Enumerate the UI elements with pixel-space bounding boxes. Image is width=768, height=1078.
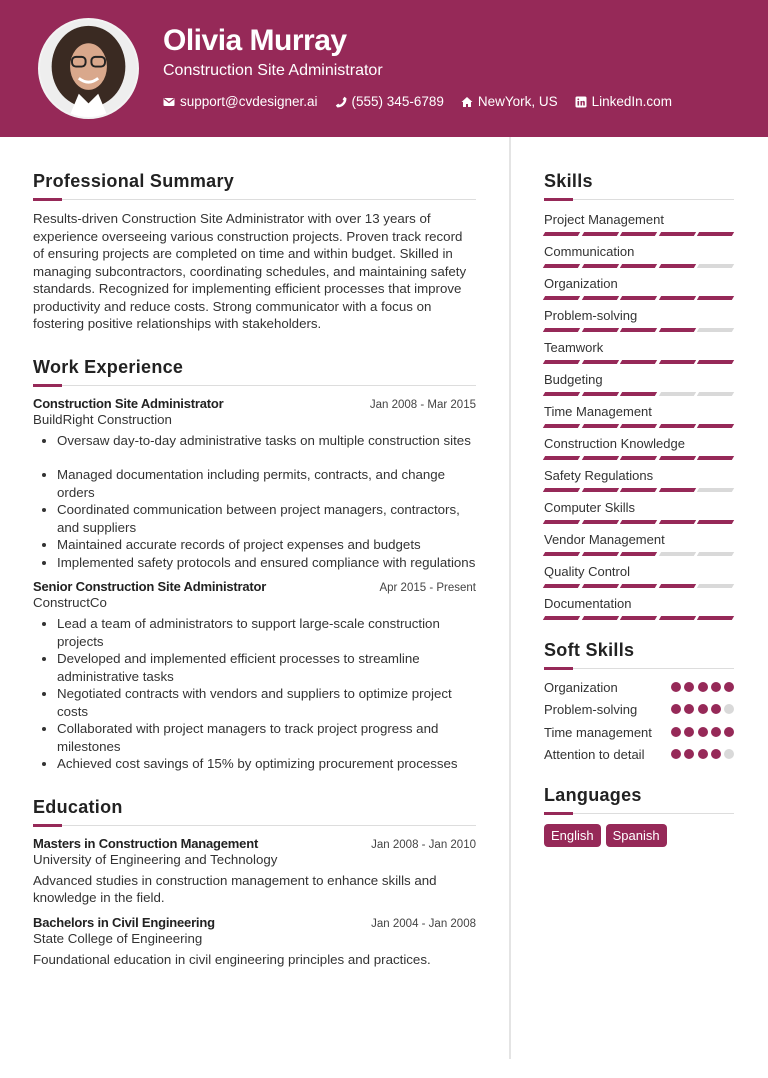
job-company: ConstructCo <box>33 595 107 610</box>
contact-phone[interactable] <box>335 94 444 109</box>
section-heading: Education <box>33 796 123 817</box>
avatar-icon <box>40 20 137 117</box>
section-divider <box>544 812 734 815</box>
skill-segment-filled <box>620 616 657 620</box>
skill-segment-filled <box>543 232 580 236</box>
section-divider <box>544 667 734 670</box>
skill-level-bar <box>544 584 734 588</box>
skill-segment-filled <box>658 360 695 364</box>
section-heading: Soft Skills <box>544 640 635 660</box>
soft-skill-rating <box>668 682 734 692</box>
soft-skill-label: Problem-solving <box>544 702 638 718</box>
skill-segment-empty <box>697 584 734 588</box>
job-bullet: • Managed documentation including permits, contracts, and change orders <box>57 466 476 501</box>
skill-segment-filled <box>697 616 734 620</box>
skill-segment-filled <box>581 552 618 556</box>
rating-dot-filled-icon <box>684 749 694 759</box>
language-tag: Spanish <box>606 824 667 847</box>
skill-level-bar <box>544 232 734 236</box>
skill-segment-filled <box>658 296 695 300</box>
skill-item <box>544 274 734 300</box>
section-heading: Professional Summary <box>33 171 235 191</box>
rating-dot-filled-icon <box>698 727 708 737</box>
skill-label: Construction Knowledge <box>544 436 685 451</box>
skill-segment-filled <box>697 456 734 460</box>
skill-segment-filled <box>658 520 695 524</box>
skill-label: Vendor Management <box>544 532 665 547</box>
education-description: Advanced studies in construction management to enhance skills and knowledge in the field. <box>33 872 437 905</box>
skill-level-bar <box>544 296 734 300</box>
job-dates: Apr 2015 - Present <box>379 582 476 594</box>
skill-label: Quality Control <box>544 564 630 579</box>
skill-segment-filled <box>581 424 618 428</box>
rating-dot-filled-icon <box>684 704 694 714</box>
soft-skill-item <box>544 679 734 696</box>
skill-segment-filled <box>620 392 657 396</box>
skill-segment-filled <box>658 456 695 460</box>
skill-label: Problem-solving <box>544 308 638 323</box>
skill-segment-filled <box>543 616 580 620</box>
skill-segment-filled <box>543 296 580 300</box>
profile-photo <box>38 18 139 119</box>
skill-label: Teamwork <box>544 340 604 355</box>
skill-item <box>544 466 734 492</box>
contact-location <box>461 94 558 109</box>
skill-item <box>544 562 734 588</box>
job-bullet: • Collaborated with project managers to track project progress and milestones <box>57 720 476 755</box>
rating-dot-filled-icon <box>711 704 721 714</box>
section-heading: Skills <box>544 171 593 191</box>
resume-header <box>0 0 768 137</box>
rating-dot-filled-icon <box>724 682 734 692</box>
skill-segment-filled <box>581 456 618 460</box>
skill-segment-filled <box>658 328 695 332</box>
skill-segment-filled <box>620 328 657 332</box>
skill-item <box>544 530 734 556</box>
job-bullet: • Implemented safety protocols and ensured compliance with regulations <box>57 554 476 572</box>
skill-segment-filled <box>697 232 734 236</box>
education-entry <box>33 836 476 907</box>
soft-skill-label: Organization <box>544 680 618 695</box>
job-entry <box>33 396 476 572</box>
contact-email[interactable] <box>163 94 318 109</box>
skill-segment-filled <box>697 360 734 364</box>
summary-text: Results-driven Construction Site Administrator with over 13 years of experience overseeing various construction projects. Proven track record of ensuring projects are completed on time and within budget. Skilled in managing subcontractors, coordinating schedules, and maintaining safety standards. Recognized for implementing efficient processes that improve productivity and reduce costs. Strong communicator with a focus on fostering positive relationships with stakeholders. <box>33 211 467 331</box>
section-experience <box>33 357 476 773</box>
skill-item <box>544 210 734 236</box>
rating-dot-filled-icon <box>711 682 721 692</box>
skills-list <box>544 210 734 620</box>
skill-segment-filled <box>581 360 618 364</box>
job-bullet: • Negotiated contracts with vendors and suppliers to optimize project costs <box>57 685 476 720</box>
candidate-title: Construction Site Administrator <box>163 62 383 79</box>
skill-item <box>544 498 734 524</box>
skill-item <box>544 370 734 396</box>
envelope-icon <box>163 96 175 108</box>
skill-segment-filled <box>620 456 657 460</box>
skill-segment-empty <box>697 552 734 556</box>
section-soft-skills <box>544 640 734 763</box>
soft-skill-item <box>544 724 734 741</box>
skill-segment-filled <box>620 360 657 364</box>
skill-label: Computer Skills <box>544 500 636 515</box>
job-bullet: • Developed and implemented efficient processes to streamline administrative tasks <box>57 650 476 685</box>
skill-segment-filled <box>581 392 618 396</box>
degree-title: Masters in Construction Management <box>33 835 259 851</box>
rating-dot-filled-icon <box>671 704 681 714</box>
rating-dot-filled-icon <box>671 727 681 737</box>
section-divider <box>33 824 476 827</box>
job-bullet: • Maintained accurate records of project expenses and budgets <box>57 536 476 554</box>
contact-phone-text: (555) 345-6789 <box>351 94 444 109</box>
education-dates: Jan 2008 - Jan 2010 <box>371 838 476 851</box>
job-company: BuildRight Construction <box>33 411 172 427</box>
skill-segment-filled <box>543 552 580 556</box>
skill-segment-filled <box>658 488 695 492</box>
section-divider <box>33 198 476 201</box>
skill-level-bar <box>544 424 734 428</box>
skill-level-bar <box>544 360 734 364</box>
job-title: Senior Construction Site Administrator <box>33 579 267 594</box>
skill-level-bar <box>544 488 734 492</box>
skill-segment-filled <box>543 520 580 524</box>
skill-segment-filled <box>697 296 734 300</box>
rating-dot-filled-icon <box>671 749 681 759</box>
skill-segment-empty <box>697 264 734 268</box>
skill-segment-filled <box>581 584 618 588</box>
linkedin-icon <box>575 96 587 108</box>
candidate-name: Olivia Murray <box>163 24 347 57</box>
soft-skill-item <box>544 701 734 718</box>
skill-label: Project Management <box>544 212 664 227</box>
job-bullet: • Lead a team of administrators to support large-scale construction projects <box>57 615 476 650</box>
job-bullet: • Oversaw day-to-day administrative tasks on multiple construction sites <box>57 432 476 450</box>
education-entry <box>33 915 476 969</box>
rating-dot-empty-icon <box>724 704 734 714</box>
skill-level-bar <box>544 456 734 460</box>
rating-dot-filled-icon <box>698 682 708 692</box>
rating-dot-filled-icon <box>684 727 694 737</box>
skill-level-bar <box>544 616 734 620</box>
skill-segment-filled <box>620 232 657 236</box>
skill-item <box>544 594 734 620</box>
degree-title: Bachelors in Civil Engineering <box>33 914 215 930</box>
skill-segment-empty <box>697 392 734 396</box>
soft-skill-rating <box>668 727 734 737</box>
skill-label: Organization <box>544 276 618 291</box>
skill-segment-filled <box>581 264 618 268</box>
skill-item <box>544 402 734 428</box>
job-bullets <box>33 615 476 773</box>
contact-list <box>163 94 689 109</box>
skill-segment-filled <box>658 584 695 588</box>
skill-segment-filled <box>620 424 657 428</box>
education-description: Foundational education in civil engineering principles and practices. <box>33 951 431 967</box>
skill-segment-filled <box>581 488 618 492</box>
skill-segment-filled <box>543 328 580 332</box>
skill-segment-filled <box>697 424 734 428</box>
job-bullets <box>33 432 476 572</box>
job-bullet: • Coordinated communication between project managers, contractors, and suppliers <box>57 501 476 536</box>
skill-level-bar <box>544 264 734 268</box>
contact-linkedin[interactable] <box>575 94 672 109</box>
skill-item <box>544 338 734 364</box>
language-tag: English <box>544 824 601 847</box>
skill-segment-filled <box>658 264 695 268</box>
skill-segment-filled <box>658 232 695 236</box>
rating-dot-filled-icon <box>671 682 681 692</box>
phone-icon <box>335 96 347 108</box>
skill-item <box>544 434 734 460</box>
skill-level-bar <box>544 328 734 332</box>
skill-label: Budgeting <box>544 372 603 387</box>
education-dates: Jan 2004 - Jan 2008 <box>371 917 476 930</box>
skill-segment-filled <box>620 264 657 268</box>
rating-dot-filled-icon <box>711 727 721 737</box>
skill-segment-filled <box>543 264 580 268</box>
soft-skill-rating <box>668 704 734 714</box>
section-divider <box>33 384 476 387</box>
job-dates: Jan 2008 - Mar 2015 <box>369 398 476 411</box>
job-bullet: • Achieved cost savings of 15% by optimizing procurement processes <box>57 755 476 773</box>
languages-list <box>544 824 734 847</box>
rating-dot-filled-icon <box>684 682 694 692</box>
soft-skill-item <box>544 746 734 763</box>
skill-segment-filled <box>658 424 695 428</box>
section-skills <box>544 171 734 620</box>
soft-skill-label: Attention to detail <box>544 746 645 762</box>
soft-skill-rating <box>668 749 734 759</box>
soft-skill-label: Time management <box>544 724 652 740</box>
job-title: Construction Site Administrator <box>33 395 224 411</box>
section-education <box>33 797 476 969</box>
skill-level-bar <box>544 520 734 524</box>
skill-label: Time Management <box>544 404 652 419</box>
rating-dot-filled-icon <box>698 704 708 714</box>
skill-level-bar <box>544 552 734 556</box>
soft-skills-list <box>544 679 734 763</box>
skill-segment-empty <box>658 392 695 396</box>
skill-segment-filled <box>581 616 618 620</box>
skill-label: Safety Regulations <box>544 468 654 483</box>
section-summary <box>33 171 476 333</box>
contact-email-text: support@cvdesigner.ai <box>180 94 318 109</box>
home-icon <box>461 96 473 108</box>
rating-dot-filled-icon <box>711 749 721 759</box>
skill-segment-filled <box>620 552 657 556</box>
skill-segment-filled <box>581 328 618 332</box>
school-name: University of Engineering and Technology <box>33 851 278 867</box>
skill-segment-empty <box>697 488 734 492</box>
section-divider <box>544 198 734 201</box>
skill-label: Documentation <box>544 596 632 611</box>
skill-segment-filled <box>543 488 580 492</box>
section-heading: Work Experience <box>33 356 184 377</box>
rating-dot-empty-icon <box>724 749 734 759</box>
skill-segment-filled <box>620 520 657 524</box>
skill-segment-filled <box>543 584 580 588</box>
school-name: State College of Engineering <box>33 930 203 946</box>
skill-label: Communication <box>544 244 635 259</box>
skill-item <box>544 242 734 268</box>
section-heading: Languages <box>544 785 642 806</box>
skill-segment-filled <box>543 424 580 428</box>
skill-segment-filled <box>543 392 580 396</box>
contact-location-text: NewYork, US <box>477 94 558 109</box>
skill-segment-filled <box>581 520 618 524</box>
skill-segment-filled <box>620 584 657 588</box>
rating-dot-filled-icon <box>698 749 708 759</box>
skill-segment-filled <box>620 296 657 300</box>
column-divider <box>509 137 511 1059</box>
skill-segment-filled <box>581 232 618 236</box>
main-column <box>33 137 476 968</box>
skill-segment-filled <box>543 360 580 364</box>
skill-item <box>544 306 734 332</box>
rating-dot-filled-icon <box>724 727 734 737</box>
section-languages <box>544 785 734 847</box>
sidebar-column <box>544 137 734 847</box>
skill-segment-filled <box>620 488 657 492</box>
skill-segment-filled <box>543 456 580 460</box>
skill-segment-empty <box>658 552 695 556</box>
skill-segment-empty <box>697 328 734 332</box>
skill-segment-filled <box>581 296 618 300</box>
job-entry <box>33 579 476 773</box>
contact-linkedin-text: LinkedIn.com <box>591 94 672 109</box>
skill-segment-filled <box>697 520 734 524</box>
skill-segment-filled <box>658 616 695 620</box>
skill-level-bar <box>544 392 734 396</box>
